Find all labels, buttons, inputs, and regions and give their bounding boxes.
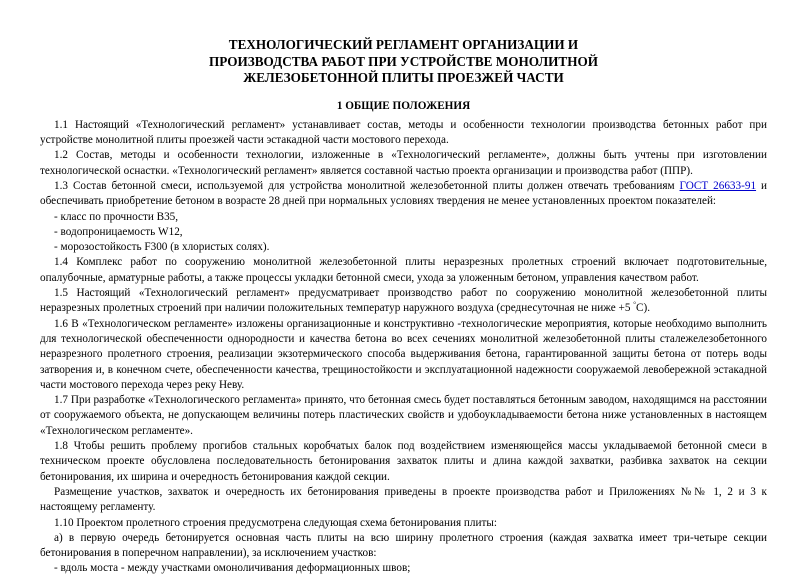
list-item-frost: - морозостойкость F300 (в хлористых солях). — [54, 241, 270, 254]
paragraph-1-10: 1.10 Проектом пролетного строения предусмотрена следующая схема бетонирования плиты: — [54, 516, 497, 529]
paragraph-1-5-unit: С). — [636, 302, 651, 315]
paragraph-1-3-text-end: и обеспечивать приобретение бетоном в возрасте 28 дней при нормальных условиях твердения не менее установленных проектом показателей: — [40, 179, 767, 208]
paragraph-1-3 — [40, 179, 767, 210]
paragraph-1-4: 1.4 Комплекс работ по сооружению монолитной железобетонной плиты неразрезных пролетных строений включает подготовительные, опалубочные, арматурные работы, а также процессы укладки бетонной смеси, ухода за уложенным бетоном, управления качеством работ. — [40, 256, 767, 284]
paragraph-1-1: 1.1 Настоящий «Технологический регламент» устанавливает состав, методы и особенности технологии производства бетонных работ при устройстве монолитной плиты проезжей части эстакадной части мостового перехода. — [40, 118, 767, 147]
title-line-1: ТЕХНОЛОГИЧЕСКИЙ РЕГЛАМЕНТ ОРГАНИЗАЦИИ И — [228, 37, 579, 52]
paragraph-1-8: 1.8 Чтобы решить проблему прогибов стальных коробчатых балок под воздействием изменяющейся массы укладываемой бетонной смеси в техническом проекте обусловлена последовательность бетонирования захваток плиты и длина каждой захватки, разбивка захваток на секции бетонирования, их ширина и очередность бетонирования каждой секции. — [40, 440, 767, 483]
paragraph-1-7: 1.7 При разработке «Технологического регламента» принято, что бетонная смесь будет поставляться бетонным заводом, находящимся на расстоянии от сооружаемого объекта, не допускающем величины потерь пластических свойств и удобоукладываемости бетона ниже установленных в настоящем «Технологическом регламенте». — [40, 394, 767, 437]
paragraph-1-6: 1.6 В «Технологическом регламенте» изложены организационные и конструктивно -технологические мероприятия, которые необходимо выполнить для технологической обеспеченности однородности и качества бетона во всех сечениях монолитной железобетонной плиты сталежелезобетонного неразрезного пролетного строения, реализации экзотермического способа выдерживания бетона, гарантированной защиты бетона от потерь воды затворения и, в конечном счете, обеспеченности качества, трещиностойкости и эксплуатационной надежности сооружаемой левобережной эстакадной части мостового перехода через реку Неву. — [40, 317, 767, 391]
paragraph-1-5-text: 1.5 Настоящий «Технологический регламент» предусматривает производство работ по сооружению монолитной железобетонной плиты неразрезных пролетных строений при наличии положительных температур наружного воздуха (среднесуточная не ниже +5 — [40, 287, 767, 315]
list-item-along-bridge: - вдоль моста - между участками омоноличивания деформационных швов; — [54, 562, 411, 575]
title-line-3: ЖЕЛЕЗОБЕТОННОЙ ПЛИТЫ ПРОЕЗЖЕЙ ЧАСТИ — [243, 70, 564, 85]
paragraph-1-2: 1.2 Состав, методы и особенности технологии, изложенные в «Технологический регламенте», должны быть учтены при изготовлении технологической оснастки. «Технологический регламент» является составной частью проекта организации и производства работ (ППР). — [40, 149, 767, 177]
paragraph-a: а) в первую очередь бетонируется основная часть плиты на всю ширину пролетного строения (каждая захватка имеет три-четыре секции бетонирования в поперечном направлении), за исключением участков: — [40, 531, 767, 560]
paragraph-1-3-text-start: 1.3 Состав бетонной смеси, используемой для устройства монолитной железобетонной плиты должен отвечать требованиям — [54, 179, 680, 192]
gost-link[interactable]: ГОСТ 26633-91 — [679, 179, 757, 192]
degree-sign: ° — [633, 300, 637, 309]
section-heading: 1 ОБЩИЕ ПОЛОЖЕНИЯ — [336, 99, 471, 112]
paragraph-placement: Размещение участков, захваток и очередность их бетонирования приведены в проекте производства работ и Приложениях №№ 1, 2 и 3 к настоящему регламенту. — [40, 485, 767, 514]
list-item-strength: - класс по прочности B35, — [54, 210, 179, 223]
title-line-2: ПРОИЗВОДСТВА РАБОТ ПРИ УСТРОЙСТВЕ МОНОЛИТНОЙ — [209, 53, 598, 69]
document-title — [40, 37, 767, 87]
list-item-water: - водопроницаемость W12, — [54, 225, 183, 238]
paragraph-1-5 — [40, 286, 767, 317]
